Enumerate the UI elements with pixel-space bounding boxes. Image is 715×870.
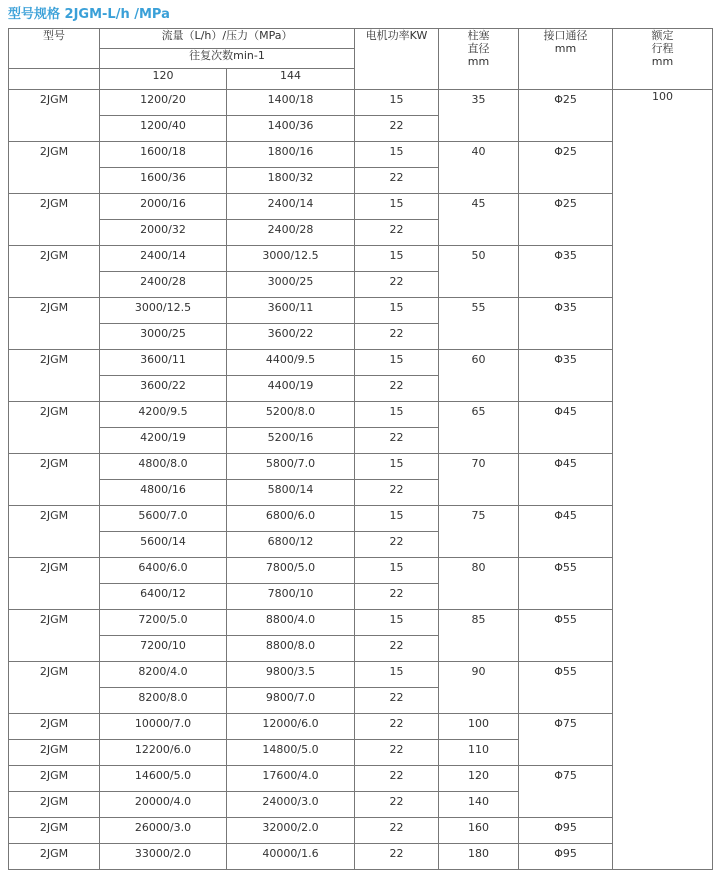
power-cell: 15 (355, 350, 439, 376)
power-cell: 22 (355, 220, 439, 246)
table-row (9, 194, 713, 220)
flow-120-cell: 26000/3.0 (100, 818, 227, 844)
flow-144-cell: 14800/5.0 (227, 740, 355, 766)
port-bore-cell: Φ55 (519, 610, 613, 662)
flow-120-cell: 6400/6.0 (100, 558, 227, 584)
power-cell: 22 (355, 376, 439, 402)
power-cell: 22 (355, 272, 439, 298)
flow-144-cell: 3600/22 (227, 324, 355, 350)
plunger-diameter-cell: 60 (439, 350, 519, 402)
flow-120-cell: 1600/18 (100, 142, 227, 168)
flow-120-cell: 3600/11 (100, 350, 227, 376)
power-cell: 22 (355, 844, 439, 870)
power-cell: 15 (355, 246, 439, 272)
table-row (9, 350, 713, 376)
rated-stroke-cell: 100 (613, 90, 713, 870)
power-cell: 15 (355, 662, 439, 688)
flow-120-cell: 4200/9.5 (100, 402, 227, 428)
header-plunger-line1: 柱塞 (467, 29, 490, 42)
power-cell: 22 (355, 636, 439, 662)
flow-120-cell: 3600/22 (100, 376, 227, 402)
flow-144-cell: 5200/8.0 (227, 402, 355, 428)
port-bore-cell: Φ45 (519, 506, 613, 558)
flow-120-cell: 4200/19 (100, 428, 227, 454)
header-stroke-line3: mm (651, 55, 674, 68)
flow-144-cell: 9800/7.0 (227, 688, 355, 714)
port-bore-cell: Φ75 (519, 766, 613, 818)
flow-120-cell: 3000/12.5 (100, 298, 227, 324)
model-cell: 2JGM (9, 350, 100, 402)
port-bore-cell: Φ25 (519, 90, 613, 142)
plunger-diameter-cell: 180 (439, 844, 519, 870)
header-plunger-diameter (439, 29, 519, 90)
flow-120-cell: 14600/5.0 (100, 766, 227, 792)
flow-120-cell: 2400/14 (100, 246, 227, 272)
flow-144-cell: 17600/4.0 (227, 766, 355, 792)
spec-table (8, 28, 713, 870)
plunger-diameter-cell: 50 (439, 246, 519, 298)
power-cell: 15 (355, 90, 439, 116)
plunger-diameter-cell: 45 (439, 194, 519, 246)
plunger-diameter-cell: 90 (439, 662, 519, 714)
flow-144-cell: 6800/6.0 (227, 506, 355, 532)
flow-120-cell: 8200/4.0 (100, 662, 227, 688)
flow-120-cell: 1600/36 (100, 168, 227, 194)
header-rated-stroke (613, 29, 713, 90)
table-row (9, 844, 713, 870)
model-cell: 2JGM (9, 662, 100, 714)
table-row (9, 610, 713, 636)
flow-144-cell: 1800/32 (227, 168, 355, 194)
header-power: 电机功率KW (355, 29, 439, 90)
port-bore-cell: Φ55 (519, 662, 613, 714)
port-bore-cell: Φ75 (519, 714, 613, 766)
flow-120-cell: 1200/20 (100, 90, 227, 116)
header-port-line1: 接口通径 (543, 29, 588, 42)
power-cell: 22 (355, 428, 439, 454)
flow-144-cell: 3000/12.5 (227, 246, 355, 272)
flow-120-cell: 4800/16 (100, 480, 227, 506)
table-row (9, 402, 713, 428)
port-bore-cell: Φ45 (519, 454, 613, 506)
table-row (9, 662, 713, 688)
model-cell: 2JGM (9, 402, 100, 454)
table-row (9, 454, 713, 480)
flow-144-cell: 1400/18 (227, 90, 355, 116)
plunger-diameter-cell: 70 (439, 454, 519, 506)
port-bore-cell: Φ55 (519, 558, 613, 610)
plunger-diameter-cell: 160 (439, 818, 519, 844)
power-cell: 22 (355, 532, 439, 558)
flow-144-cell: 1800/16 (227, 142, 355, 168)
power-cell: 15 (355, 506, 439, 532)
plunger-diameter-cell: 80 (439, 558, 519, 610)
power-cell: 22 (355, 324, 439, 350)
table-row (9, 142, 713, 168)
flow-120-cell: 2000/32 (100, 220, 227, 246)
table-body (9, 90, 713, 870)
model-cell: 2JGM (9, 740, 100, 766)
table-row (9, 298, 713, 324)
power-cell: 15 (355, 194, 439, 220)
flow-144-cell: 8800/4.0 (227, 610, 355, 636)
plunger-diameter-cell: 35 (439, 90, 519, 142)
flow-144-cell: 9800/3.5 (227, 662, 355, 688)
flow-144-cell: 7800/10 (227, 584, 355, 610)
flow-144-cell: 5800/14 (227, 480, 355, 506)
header-speed-144: 144 (227, 69, 355, 90)
model-cell: 2JGM (9, 194, 100, 246)
flow-120-cell: 2400/28 (100, 272, 227, 298)
power-cell: 22 (355, 584, 439, 610)
power-cell: 22 (355, 116, 439, 142)
model-cell: 2JGM (9, 246, 100, 298)
model-cell: 2JGM (9, 142, 100, 194)
power-cell: 22 (355, 766, 439, 792)
header-stroke-line2: 行程 (651, 42, 674, 55)
flow-144-cell: 40000/1.6 (227, 844, 355, 870)
power-cell: 15 (355, 142, 439, 168)
power-cell: 15 (355, 402, 439, 428)
flow-120-cell: 33000/2.0 (100, 844, 227, 870)
table-row (9, 506, 713, 532)
port-bore-cell: Φ45 (519, 402, 613, 454)
flow-144-cell: 8800/8.0 (227, 636, 355, 662)
flow-144-cell: 5800/7.0 (227, 454, 355, 480)
power-cell: 15 (355, 610, 439, 636)
header-port-bore (519, 29, 613, 90)
flow-144-cell: 12000/6.0 (227, 714, 355, 740)
plunger-diameter-cell: 120 (439, 766, 519, 792)
model-cell: 2JGM (9, 298, 100, 350)
power-cell: 22 (355, 818, 439, 844)
table-row (9, 766, 713, 792)
model-cell: 2JGM (9, 714, 100, 740)
flow-144-cell: 2400/14 (227, 194, 355, 220)
flow-120-cell: 7200/5.0 (100, 610, 227, 636)
model-cell: 2JGM (9, 766, 100, 792)
power-cell: 15 (355, 558, 439, 584)
model-cell: 2JGM (9, 844, 100, 870)
header-model-blank (9, 69, 100, 90)
plunger-diameter-cell: 100 (439, 714, 519, 740)
model-cell: 2JGM (9, 558, 100, 610)
flow-120-cell: 3000/25 (100, 324, 227, 350)
port-bore-cell: Φ25 (519, 142, 613, 194)
plunger-diameter-cell: 85 (439, 610, 519, 662)
power-cell: 22 (355, 688, 439, 714)
model-cell: 2JGM (9, 454, 100, 506)
flow-144-cell: 1400/36 (227, 116, 355, 142)
header-flow: 流量（L/h）/压力（MPa） (100, 29, 355, 49)
port-bore-cell: Φ35 (519, 350, 613, 402)
page-title: 型号规格 2JGM-L/h /MPa (8, 7, 170, 22)
header-port-line2: mm (554, 42, 577, 55)
model-cell: 2JGM (9, 818, 100, 844)
flow-144-cell: 5200/16 (227, 428, 355, 454)
plunger-diameter-cell: 40 (439, 142, 519, 194)
port-bore-cell: Φ95 (519, 844, 613, 870)
flow-120-cell: 8200/8.0 (100, 688, 227, 714)
port-bore-cell: Φ25 (519, 194, 613, 246)
header-reciprocation: 往复次数min-1 (100, 49, 355, 69)
plunger-diameter-cell: 110 (439, 740, 519, 766)
power-cell: 22 (355, 480, 439, 506)
flow-120-cell: 20000/4.0 (100, 792, 227, 818)
flow-120-cell: 10000/7.0 (100, 714, 227, 740)
table-row (9, 714, 713, 740)
plunger-diameter-cell: 75 (439, 506, 519, 558)
model-cell: 2JGM (9, 90, 100, 142)
plunger-diameter-cell: 65 (439, 402, 519, 454)
flow-144-cell: 4400/19 (227, 376, 355, 402)
table-header (9, 29, 713, 90)
flow-120-cell: 2000/16 (100, 194, 227, 220)
flow-144-cell: 6800/12 (227, 532, 355, 558)
power-cell: 15 (355, 454, 439, 480)
flow-144-cell: 3000/25 (227, 272, 355, 298)
header-plunger-line3: mm (467, 55, 490, 68)
table-row (9, 246, 713, 272)
power-cell: 22 (355, 792, 439, 818)
flow-120-cell: 12200/6.0 (100, 740, 227, 766)
model-cell: 2JGM (9, 610, 100, 662)
table-row (9, 818, 713, 844)
power-cell: 22 (355, 740, 439, 766)
flow-120-cell: 1200/40 (100, 116, 227, 142)
flow-120-cell: 6400/12 (100, 584, 227, 610)
header-stroke-line1: 额定 (651, 29, 674, 42)
table-row (9, 90, 713, 116)
plunger-diameter-cell: 140 (439, 792, 519, 818)
power-cell: 22 (355, 168, 439, 194)
flow-144-cell: 2400/28 (227, 220, 355, 246)
port-bore-cell: Φ95 (519, 818, 613, 844)
port-bore-cell: Φ35 (519, 246, 613, 298)
flow-144-cell: 24000/3.0 (227, 792, 355, 818)
table-row (9, 558, 713, 584)
flow-120-cell: 7200/10 (100, 636, 227, 662)
model-cell: 2JGM (9, 506, 100, 558)
flow-144-cell: 7800/5.0 (227, 558, 355, 584)
power-cell: 22 (355, 714, 439, 740)
flow-120-cell: 4800/8.0 (100, 454, 227, 480)
flow-144-cell: 32000/2.0 (227, 818, 355, 844)
flow-120-cell: 5600/14 (100, 532, 227, 558)
power-cell: 15 (355, 298, 439, 324)
header-speed-120: 120 (100, 69, 227, 90)
port-bore-cell: Φ35 (519, 298, 613, 350)
flow-120-cell: 5600/7.0 (100, 506, 227, 532)
flow-144-cell: 4400/9.5 (227, 350, 355, 376)
header-model: 型号 (9, 29, 100, 69)
model-cell: 2JGM (9, 792, 100, 818)
plunger-diameter-cell: 55 (439, 298, 519, 350)
flow-144-cell: 3600/11 (227, 298, 355, 324)
header-plunger-line2: 直径 (467, 42, 490, 55)
